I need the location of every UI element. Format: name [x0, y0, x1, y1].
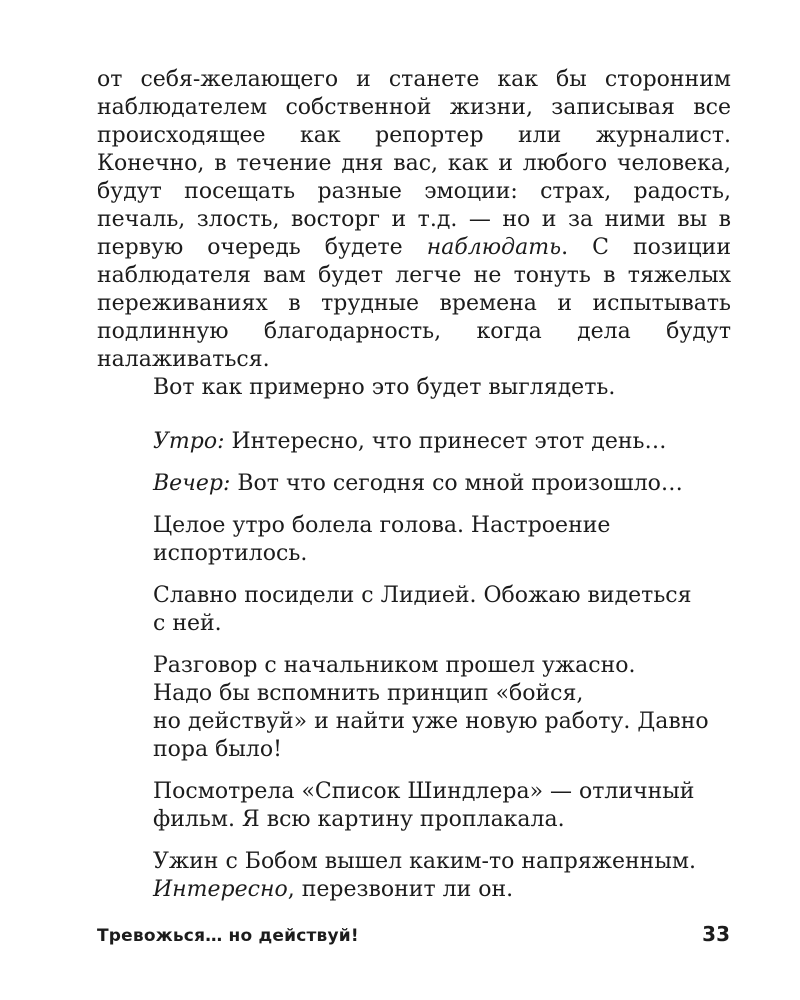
- paragraph-example-intro: Вот как примерно это будет выглядеть.: [153, 375, 616, 400]
- entry-morning: [153, 428, 731, 456]
- entry-line: Славно посидели с Лидией. Обожаю видеться: [153, 583, 692, 608]
- page-number: 33: [702, 922, 730, 946]
- entry-line: [153, 876, 731, 904]
- entry-text: Интересно, что принесет этот день…: [224, 429, 667, 454]
- entry-line: Разговор с начальником прошел ужасно.: [153, 653, 636, 678]
- paragraph-text: от себя-желающего и станете как бы сторонним наблюдателем собственной жизни, записывая все происходящее как репортер или журналист. Конечно, в течение дня вас, как и любого человека, будут посещать разные эмоции: страх, радость, печаль, злость, восторг и т.д. — но и за ними вы в первую очередь будете: [97, 67, 731, 260]
- entry-text: , перезвонит ли он.: [287, 877, 514, 902]
- entry-movie: [153, 778, 731, 834]
- running-title: Тревожься… но действуй!: [97, 926, 359, 946]
- entry-boss: [153, 652, 731, 764]
- entry-line: фильм. Я всю картину проплакала.: [153, 807, 565, 832]
- entry-dinner: [153, 848, 731, 904]
- paragraph-text: . С позиции наблюдателя вам будет легче не тонуть в тяжелых переживаниях в трудные времена и испытывать подлинную благодарность, когда дела будут налаживаться.: [97, 235, 732, 372]
- entry-line: Ужин с Бобом вышел каким-то напряженным.: [153, 849, 696, 874]
- entry-line: испортилось.: [153, 541, 308, 566]
- entry-label-morning: Утро:: [153, 429, 225, 454]
- paragraph-observer: [97, 66, 731, 374]
- page-footer: [97, 922, 730, 946]
- entry-evening: [153, 470, 731, 498]
- entry-line: Надо бы вспомнить принцип «бойся,: [153, 681, 584, 706]
- entry-label-evening: Вечер:: [153, 471, 231, 496]
- entry-line: Целое утро болела голова. Настроение: [153, 513, 611, 538]
- emphasis-interesting: Интересно: [153, 877, 288, 902]
- entry-line: пора было!: [153, 737, 282, 762]
- entry-line: но действуй» и найти уже новую работу. Давно: [153, 709, 709, 734]
- entry-line: Посмотрела «Список Шиндлера» — отличный: [153, 779, 695, 804]
- diary-example: [97, 428, 731, 904]
- entry-line: с ней.: [153, 611, 222, 636]
- emphasis-observe: наблюдать: [426, 235, 562, 260]
- entry-lidia: [153, 582, 731, 638]
- entry-headache: [153, 512, 731, 568]
- page-body: [97, 66, 731, 918]
- entry-text: Вот что сегодня со мной произошло…: [230, 471, 683, 496]
